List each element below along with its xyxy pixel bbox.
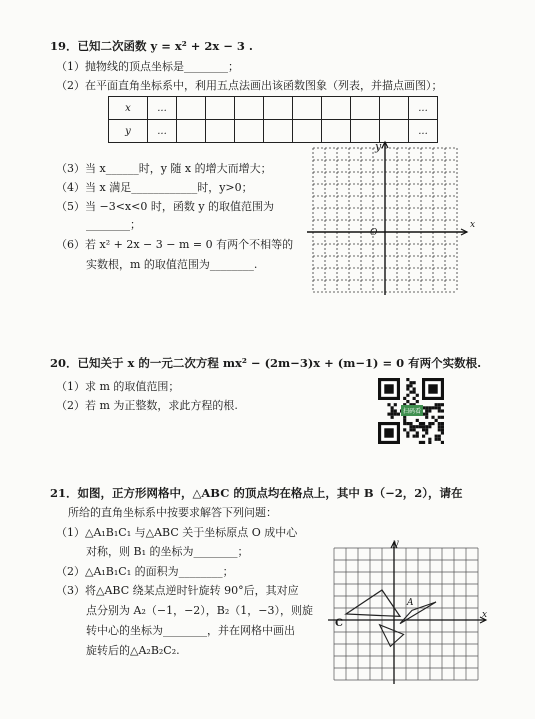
qr-module (419, 441, 422, 444)
qr-module (406, 387, 409, 390)
qr-module (422, 422, 425, 425)
q21-vertex-c-label: C (335, 618, 343, 629)
q21-part3-line2: 点分别为 A₂（−1，−2），B₂（1，−3），则旋 (86, 604, 313, 617)
qr-finder (384, 428, 393, 437)
q19-coordinate-grid (305, 140, 480, 295)
qr-module (438, 422, 441, 425)
q19-part2: （2）在平面直角坐标系中，利用五点法画出该函数图象（列表，并描点画图）； (56, 79, 443, 92)
table-cell (206, 120, 235, 143)
qr-finder (428, 384, 437, 393)
table-cell (264, 97, 293, 120)
qr-module (438, 403, 441, 406)
table-cell: ... (148, 120, 177, 143)
q20-title: 20．已知关于 x 的一元二次方程 mx² − (2m−3)x + (m−1) = 0 有两个实数根. (50, 356, 482, 370)
table-cell: ... (148, 97, 177, 120)
table-cell (380, 97, 409, 120)
qr-module (441, 428, 444, 431)
qr-module (428, 422, 431, 425)
five-point-table (108, 96, 438, 143)
qr-module (409, 428, 412, 431)
qr-module (416, 425, 419, 428)
qr-module (441, 409, 444, 412)
table-cell (177, 97, 206, 120)
q19-part6-line1: （6）若 x² + 2x − 3 − m = 0 有两个不相等的 (56, 238, 294, 251)
qr-module (438, 435, 441, 438)
table-cell: ... (409, 97, 438, 120)
qr-module (425, 416, 428, 419)
qr-module (435, 438, 438, 441)
q19-part5-line2: ________； (86, 218, 141, 231)
qr-module (428, 406, 431, 409)
qr-module (413, 397, 416, 400)
qr-module (431, 416, 434, 419)
qr-module (394, 413, 397, 416)
qr-module (416, 400, 419, 403)
qr-module (438, 406, 441, 409)
q21-part1-line1: （1）△A₁B₁C₁ 与△ABC 关于坐标原点 O 成中心 (56, 526, 298, 539)
qr-module (425, 406, 428, 409)
q19-part5-line1: （5）当 −3<x<0 时，函数 y 的取值范围为 (56, 200, 275, 213)
qr-module (425, 431, 428, 434)
table-cell (206, 97, 235, 120)
qr-module (409, 384, 412, 387)
qr-module (438, 409, 441, 412)
q21-part3-line3: 转中心的坐标为________，并在网格中画出 (86, 624, 295, 637)
qr-module (391, 409, 394, 412)
qr-finder (384, 384, 393, 393)
qr-module (441, 441, 444, 444)
qr-module (406, 435, 409, 438)
qr-module (438, 416, 441, 419)
qr-module (428, 438, 431, 441)
q21-part1-line2: 对称，则 B₁ 的坐标为________； (86, 545, 249, 558)
qr-module (428, 409, 431, 412)
qr-module (428, 425, 431, 428)
qr-module (406, 431, 409, 434)
qr-module (441, 425, 444, 428)
q19-part4: （4）当 x 满足____________时，y>0； (56, 181, 253, 194)
q19-origin-label: O (370, 228, 378, 238)
qr-module (409, 391, 412, 394)
qr-module (438, 428, 441, 431)
qr-module (413, 435, 416, 438)
qr-module (422, 428, 425, 431)
qr-module (409, 422, 412, 425)
qr-module (435, 419, 438, 422)
table-cell (351, 97, 380, 120)
qr-module (435, 403, 438, 406)
qr-module (387, 413, 390, 416)
qr-module (413, 428, 416, 431)
q21-title-line2: 所给的直角坐标系中按要求解答下列问题： (68, 506, 277, 519)
table-cell: ... (409, 120, 438, 143)
qr-module (422, 435, 425, 438)
qr-module (416, 435, 419, 438)
table-cell (235, 97, 264, 120)
qr-module (441, 403, 444, 406)
q21-title: 21．如图，正方形网格中，△ABC 的顶点均在格点上，其中 B（−2，2），请在 (50, 486, 463, 500)
qr-module (431, 422, 434, 425)
qr-module (416, 419, 419, 422)
qr-module (403, 422, 406, 425)
q21-axis-x-label: x (482, 610, 488, 620)
qr-module (428, 441, 431, 444)
q21-part2: （2）△A₁B₁C₁ 的面积为________； (56, 565, 234, 578)
qr-module (403, 419, 406, 422)
qr-module (406, 378, 409, 381)
qr-module (413, 387, 416, 390)
q21-square-grid (328, 540, 493, 690)
table-cell: x (109, 97, 148, 120)
qr-module (409, 381, 412, 384)
qr-module (406, 384, 409, 387)
qr-module (435, 406, 438, 409)
qr-module (394, 403, 397, 406)
qr-module (406, 400, 409, 403)
table-cell (235, 120, 264, 143)
qr-module (394, 409, 397, 412)
q21-part3-line4: 旋转后的△A₂B₂C₂. (86, 644, 180, 657)
table-cell (293, 97, 322, 120)
qr-module (422, 425, 425, 428)
q19-axis-x-label: x (470, 220, 476, 230)
qr-module (403, 416, 406, 419)
qr-module (425, 428, 428, 431)
qr-center-label: 扫码看 (401, 405, 423, 416)
qr-module (391, 416, 394, 419)
qr-module (413, 425, 416, 428)
qr-module (419, 422, 422, 425)
qr-module (425, 409, 428, 412)
q19-title: 19．已知二次函数 y = x² + 2x − 3 . (50, 39, 253, 53)
qr-module (441, 422, 444, 425)
qr-module (391, 413, 394, 416)
table-cell (264, 120, 293, 143)
table-cell (177, 120, 206, 143)
qr-module (419, 425, 422, 428)
qr-module (438, 425, 441, 428)
qr-module (435, 435, 438, 438)
qr-module (391, 406, 394, 409)
qr-module (406, 394, 409, 397)
qr-module (431, 406, 434, 409)
triangle-abc (346, 590, 400, 616)
qr-module (397, 413, 400, 416)
qr-module (406, 422, 409, 425)
qr-module (387, 403, 390, 406)
qr-module (425, 413, 428, 416)
qr-module (409, 425, 412, 428)
qr-module (441, 416, 444, 419)
q20-part1: （1）求 m 的取值范围； (56, 380, 180, 393)
qr-module (416, 431, 419, 434)
table-cell: y (109, 120, 148, 143)
qr-module (403, 397, 406, 400)
qr-module (413, 391, 416, 394)
q19-axis-y-label: y (375, 140, 382, 153)
qr-module (438, 438, 441, 441)
q19-part1: （1）抛物线的顶点坐标是________； (56, 60, 239, 73)
triangle-a2b2c2 (380, 625, 404, 647)
table-cell (322, 97, 351, 120)
q21-part3-line1: （3）将△ABC 绕某点逆时针旋转 90°后，其对应 (56, 584, 299, 597)
qr-module (441, 431, 444, 434)
q20-part2: （2）若 m 为正整数，求此方程的根. (56, 399, 238, 412)
qr-module (416, 394, 419, 397)
qr-module (403, 428, 406, 431)
qr-module (413, 381, 416, 384)
qr-module (425, 425, 428, 428)
qr-module (422, 441, 425, 444)
q21-vertex-a-label: A (407, 598, 414, 608)
q19-part3: （3）当 x______时，y 随 x 的增大而增大； (56, 162, 272, 175)
q19-part6-line2: 实数根，m 的取值范围为________. (86, 258, 258, 271)
table-row (109, 97, 438, 120)
q21-axis-y-label: y (393, 538, 399, 549)
